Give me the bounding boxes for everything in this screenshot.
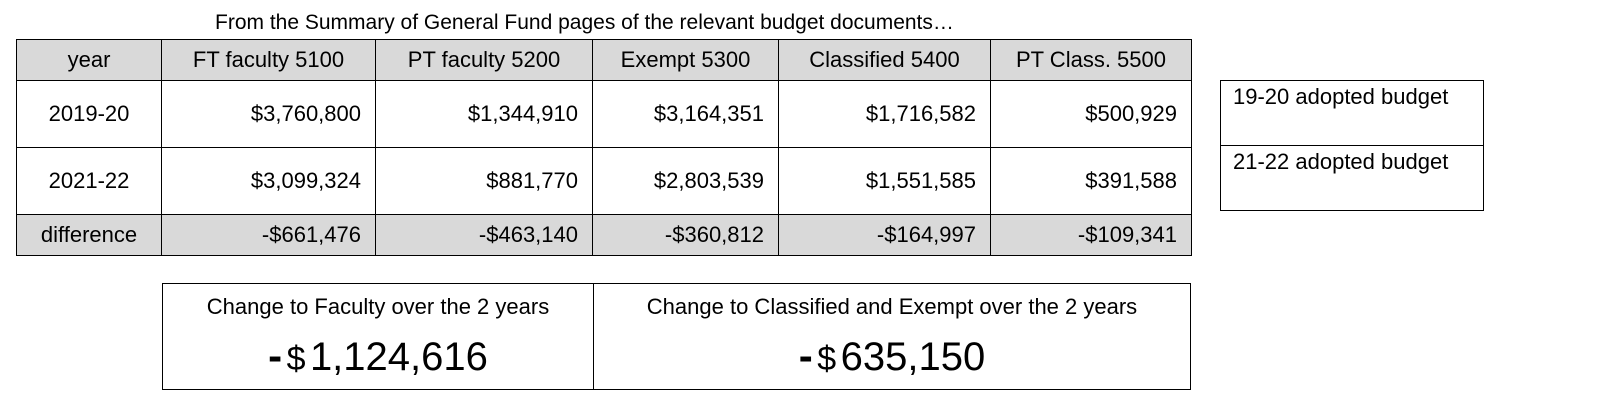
classified-exempt-change-value: [594, 334, 1190, 388]
classified-exempt-change-currency: $: [817, 340, 837, 378]
classified-cell: $1,551,585: [779, 148, 991, 215]
table-row: [17, 81, 1192, 148]
pt-class-cell: $391,588: [991, 148, 1192, 215]
faculty-change-cell: [163, 284, 594, 390]
faculty-change-label: Change to Faculty over the 2 years: [206, 294, 550, 319]
header-year: year: [17, 40, 162, 81]
classified-exempt-change-amount: 635,150: [840, 335, 986, 379]
source-caption: From the Summary of General Fund pages of the relevant budget documents…: [215, 11, 954, 34]
header-row: [17, 40, 1192, 81]
budget-source-notes: [1220, 80, 1484, 211]
exempt-difference: -$360,812: [593, 215, 779, 256]
classified-cell: $1,716,582: [779, 81, 991, 148]
budget-comparison-table: [16, 39, 1192, 256]
difference-row: [17, 215, 1192, 256]
header-classified: Classified 5400: [779, 40, 991, 81]
faculty-change-amount: 1,124,616: [309, 335, 488, 379]
faculty-change-sign: -: [268, 332, 283, 379]
faculty-change-currency: $: [286, 340, 306, 378]
exempt-cell: $2,803,539: [593, 148, 779, 215]
classified-exempt-change-label: Change to Classified and Exempt over the 2 years: [646, 294, 1138, 319]
pt-class-cell: $500,929: [991, 81, 1192, 148]
ft-faculty-cell: $3,099,324: [162, 148, 376, 215]
classified-exempt-change-sign: -: [798, 332, 813, 379]
pt-faculty-cell: $1,344,910: [376, 81, 593, 148]
header-pt-faculty: PT faculty 5200: [376, 40, 593, 81]
faculty-change-value: [163, 334, 593, 388]
header-exempt: Exempt 5300: [593, 40, 779, 81]
change-summary-table: [162, 283, 1191, 390]
exempt-cell: $3,164,351: [593, 81, 779, 148]
ft-faculty-cell: $3,760,800: [162, 81, 376, 148]
pt-class-difference: -$109,341: [991, 215, 1192, 256]
pt-faculty-cell: $881,770: [376, 148, 593, 215]
year-cell: 2021-22: [17, 148, 162, 215]
classified-difference: -$164,997: [779, 215, 991, 256]
year-cell: 2019-20: [17, 81, 162, 148]
difference-label: difference: [17, 215, 162, 256]
table-row: [17, 148, 1192, 215]
ft-faculty-difference: -$661,476: [162, 215, 376, 256]
classified-exempt-change-cell: [594, 284, 1191, 390]
note-2019-20: 19-20 adopted budget: [1221, 81, 1484, 146]
pt-faculty-difference: -$463,140: [376, 215, 593, 256]
header-ft-faculty: FT faculty 5100: [162, 40, 376, 81]
header-pt-class: PT Class. 5500: [991, 40, 1192, 81]
note-2021-22: 21-22 adopted budget: [1221, 146, 1484, 211]
